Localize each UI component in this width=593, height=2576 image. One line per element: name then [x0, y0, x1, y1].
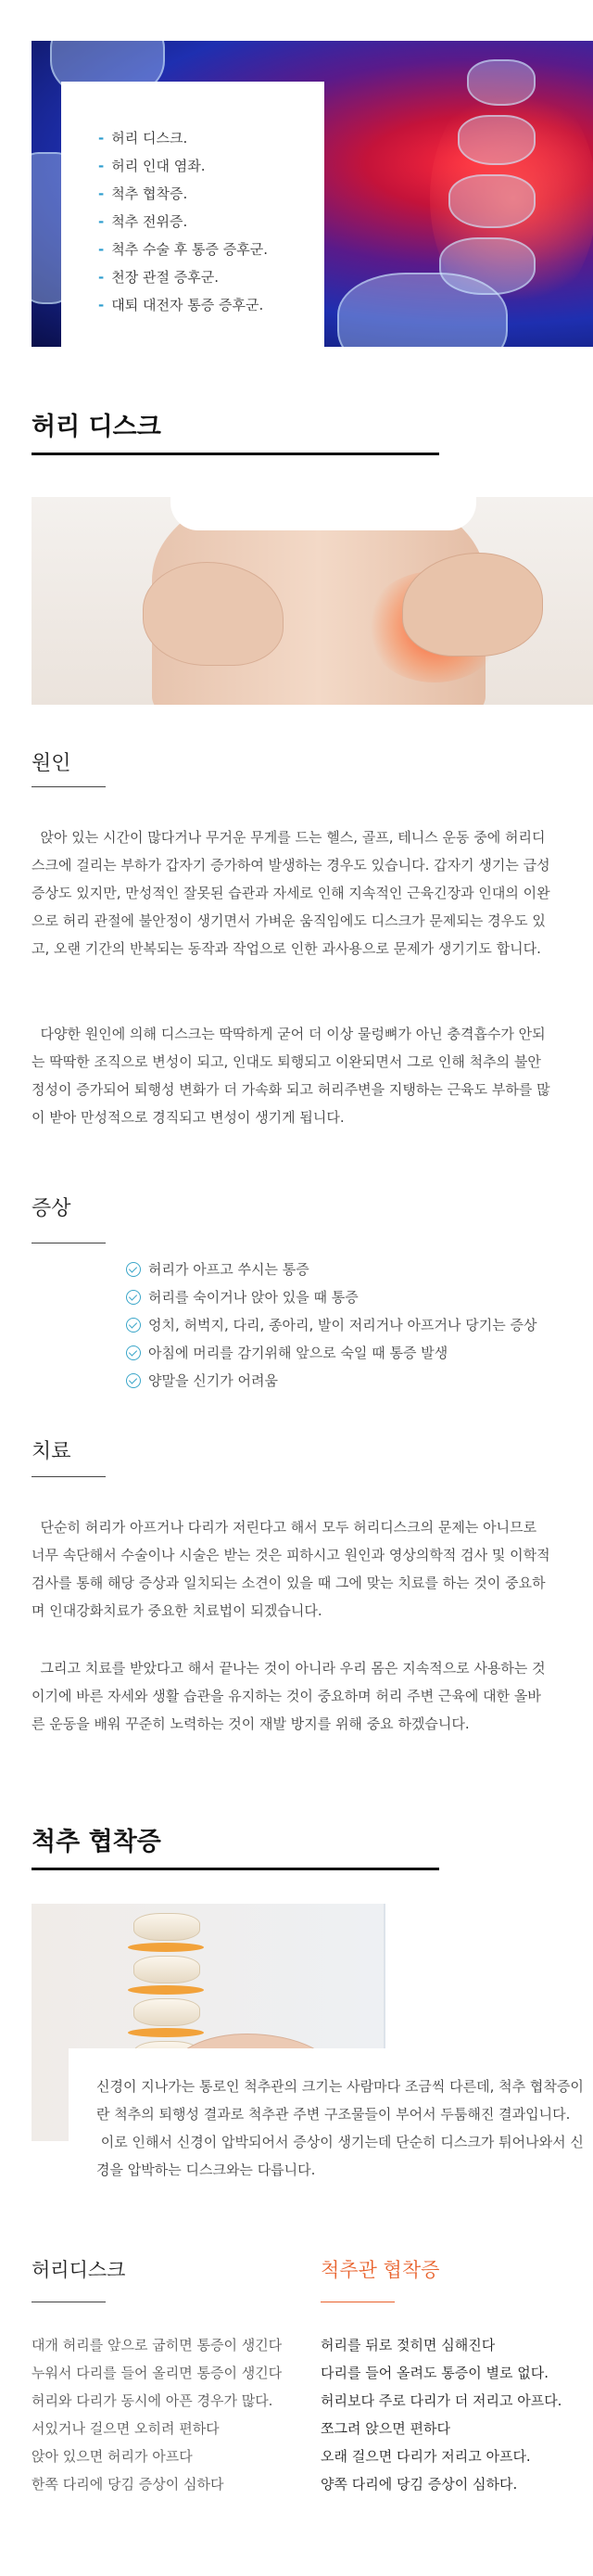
section-rule: [32, 453, 439, 455]
compare-item: 허리를 뒤로 젖히면 심해진다: [321, 2337, 496, 2353]
hero-condition-label: 허리 디스크.: [111, 130, 188, 147]
dash-bullet: -: [98, 269, 105, 286]
photo-vertebra: [133, 1998, 200, 2026]
dash-bullet: -: [98, 158, 105, 174]
hero-condition-item: [98, 236, 324, 263]
hero-condition-item: [98, 180, 324, 208]
hero-condition-item: [98, 152, 324, 180]
compare-item: 대개 허리를 앞으로 굽히면 통증이 생긴다: [32, 2337, 283, 2353]
hero-vertebra: [448, 174, 536, 228]
dash-bullet: -: [98, 130, 105, 147]
photo-vertebra: [133, 1913, 200, 1941]
hero-condition-label: 척추 협착증.: [111, 185, 188, 202]
cause-paragraph-1: 앉아 있는 시간이 많다거나 무거운 무게를 드는 헬스, 골프, 테니스 운동 중에 허리디스크에 걸리는 부하가 갑자기 증가하여 발생하는 경우도 있습니다. 갑자기 생기는 급성 증상도 있지만, 만성적인 잘못된 습관과 자세로 인해 지속적인 근육긴장과 인대의 이완으로 허리 관절에 불안정이 생기면서 가벼운 움직임에도 디스크가 문제되는 경우도 있고, 오랜 기간의 반복되는 동작과 작업으로 인한 과사용으로 문제가 생기기도 합니다.: [32, 829, 555, 957]
hero-condition-item: [98, 208, 324, 236]
lower-back-pain-photo: [32, 497, 593, 705]
symptom-label: 엉치, 허벅지, 다리, 종아리, 발이 저리거나 아프거나 당기는 증상: [148, 1317, 537, 1333]
symptom-item: [126, 1256, 536, 1283]
compare-item: 양쪽 다리에 당김 증상이 심하다.: [321, 2476, 518, 2493]
section-title-disc: 허리 디스크: [32, 413, 161, 441]
photo-waistband: [170, 497, 476, 530]
symptom-item: [126, 1311, 536, 1339]
hero-condition-label: 허리 인대 염좌.: [111, 158, 206, 174]
subsection-rule: [32, 786, 106, 787]
stenosis-intro-card: [69, 2048, 593, 2225]
symptom-label: 아침에 머리를 감기위해 앞으로 숙일 때 통증 발생: [148, 1345, 448, 1361]
compare-item: 허리와 다리가 동시에 아픈 경우가 많다.: [32, 2392, 273, 2409]
stenosis-intro-text: 신경이 지나가는 통로인 척추관의 크기는 사람마다 조금씩 다른데, 척추 협착증이란 척추의 퇴행성 결과로 척추관 주변 구조물들이 부어서 두툼해진 결과입니다. 이로 인해서 신경이 압박되어서 증상이 생기는데 단순히 디스크가 튀어나와서 신경을 압박하는 디스크와는 다릅니다.: [96, 2078, 584, 2178]
symptom-item: [126, 1339, 536, 1367]
hero-list-card: [61, 82, 324, 347]
hero-pelvis: [337, 273, 508, 347]
compare-item: 한쪽 다리에 당김 증상이 심하다: [32, 2476, 224, 2493]
compare-item: 누워서 다리를 들어 올리면 통증이 생긴다: [32, 2365, 283, 2381]
compare-item: 앉아 있으면 허리가 아프다: [32, 2448, 193, 2465]
compare-list-stenosis: [321, 2331, 561, 2498]
hero-condition-item: [98, 291, 324, 319]
compare-list-disc: [32, 2331, 282, 2498]
hero-condition-item: [98, 124, 324, 152]
dash-bullet: -: [98, 213, 105, 230]
photo-disc: [128, 2028, 204, 2037]
photo-disc: [128, 1985, 204, 1995]
hero-condition-label: 척추 수술 후 통증 증후군.: [111, 241, 268, 258]
photo-vertebra: [133, 1956, 200, 1983]
treatment-paragraph-1: 단순히 허리가 아프거나 다리가 저린다고 해서 모두 허리디스크의 문제는 아니므로 너무 속단해서 수술이나 시술은 받는 것은 피하시고 원인과 영상의학적 검사 및 이학적 검사를 통해 해당 증상과 일치되는 소견이 있을 때 그에 맞는 치료를 하는 것이 중요하며 인대강화치료가 중요한 치료법이 되겠습니다.: [32, 1519, 555, 1619]
compare-title-disc: 허리디스크: [32, 2259, 126, 2281]
subsection-title-cause: 원인: [32, 752, 71, 775]
subsection-title-symptoms: 증상: [32, 1197, 71, 1220]
check-circle-icon: [126, 1345, 141, 1360]
hero-vertebra: [467, 59, 536, 106]
check-circle-icon: [126, 1318, 141, 1333]
check-circle-icon: [126, 1290, 141, 1305]
symptom-list: [126, 1256, 536, 1395]
hero-banner: [32, 41, 593, 347]
hero-condition-item: [98, 263, 324, 291]
compare-item: 다리를 들어 올려도 통증이 별로 없다.: [321, 2365, 549, 2381]
symptom-label: 허리가 아프고 쑤시는 통증: [148, 1261, 309, 1278]
hero-vertebra: [458, 115, 536, 165]
symptom-label: 양말을 신기가 어려움: [148, 1372, 278, 1389]
treatment-paragraph-2: 그리고 치료를 받았다고 해서 끝나는 것이 아니라 우리 몸은 지속적으로 사용하는 것이기에 바른 자세와 생활 습관을 유지하는 것이 중요하며 허리 주변 근육에 대한 올바른 운동을 배워 꾸준히 노력하는 것이 재발 방지를 위해 중요 하겠습니다.: [32, 1660, 546, 1732]
compare-item: 쪼그려 앉으면 편하다: [321, 2420, 450, 2437]
symptom-item: [126, 1367, 536, 1395]
compare-item: 오래 걸으면 다리가 저리고 아프다.: [321, 2448, 531, 2465]
check-circle-icon: [126, 1373, 141, 1388]
subsection-rule: [32, 1476, 106, 1477]
compare-item: 서있거나 걸으면 오히려 편하다: [32, 2420, 220, 2437]
dash-bullet: -: [98, 241, 105, 258]
dash-bullet: -: [98, 185, 105, 202]
dash-bullet: -: [98, 297, 105, 313]
compare-item: 허리보다 주로 다리가 더 저리고 아프다.: [321, 2392, 562, 2409]
compare-title-stenosis: 척추관 협착증: [321, 2259, 440, 2281]
hero-condition-label: 천장 관절 증후군.: [111, 269, 219, 286]
hero-condition-label: 척추 전위증.: [111, 213, 188, 230]
check-circle-icon: [126, 1262, 141, 1277]
section-rule: [32, 1868, 439, 1870]
symptom-label: 허리를 숙이거나 앉아 있을 때 통증: [148, 1289, 359, 1306]
symptom-item: [126, 1283, 536, 1311]
hero-condition-label: 대퇴 대전자 통증 증후군.: [111, 297, 264, 313]
photo-disc: [128, 1943, 204, 1952]
cause-paragraph-2: 다양한 원인에 의해 디스크는 딱딱하게 굳어 더 이상 물렁뼈가 아닌 충격흡수가 안되는 딱딱한 조직으로 변성이 되고, 인대도 퇴행되고 이완되면서 그로 인해 척추의 불안정성이 증가되어 퇴행성 변화가 더 가속화 되고 허리주변을 지탱하는 근육도 부하를 많이 받아 만성적으로 경직되고 변성이 생기게 됩니다.: [32, 1026, 550, 1126]
subsection-title-treatment: 치료: [32, 1440, 71, 1463]
section-title-stenosis: 척추 협착증: [32, 1828, 161, 1856]
hero-condition-list: [61, 124, 324, 319]
